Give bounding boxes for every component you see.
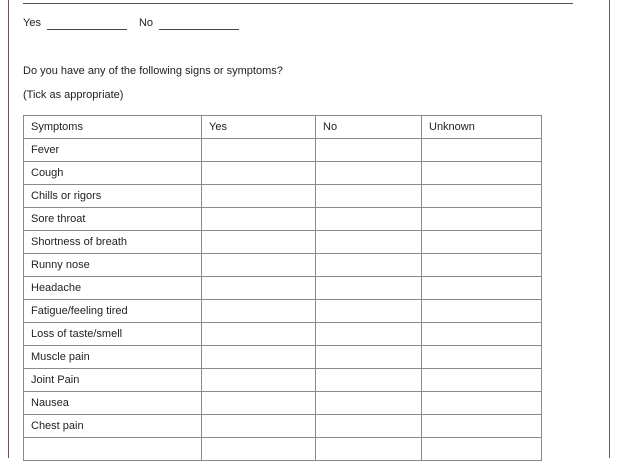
yes-tick-cell[interactable] bbox=[202, 208, 316, 231]
symptom-label: Chest pain bbox=[24, 415, 202, 438]
unknown-tick-cell[interactable] bbox=[422, 346, 542, 369]
yes-no-answer-row bbox=[23, 16, 239, 30]
no-tick-cell[interactable] bbox=[316, 300, 422, 323]
no-tick-cell[interactable] bbox=[316, 415, 422, 438]
yes-tick-cell[interactable] bbox=[202, 392, 316, 415]
table-row bbox=[24, 300, 542, 323]
yes-tick-cell[interactable] bbox=[202, 162, 316, 185]
yes-label: Yes bbox=[23, 17, 41, 29]
yes-tick-cell[interactable] bbox=[202, 277, 316, 300]
yes-tick-cell[interactable] bbox=[202, 323, 316, 346]
table-header-row bbox=[24, 116, 542, 139]
table-row bbox=[24, 438, 542, 461]
unknown-tick-cell[interactable] bbox=[422, 254, 542, 277]
symptom-label: Nausea bbox=[24, 392, 202, 415]
table-row bbox=[24, 208, 542, 231]
header-yes: Yes bbox=[202, 116, 316, 139]
symptom-label: Sore throat bbox=[24, 208, 202, 231]
yes-tick-cell[interactable] bbox=[202, 438, 316, 461]
unknown-tick-cell[interactable] bbox=[422, 438, 542, 461]
no-tick-cell[interactable] bbox=[316, 369, 422, 392]
table-row bbox=[24, 415, 542, 438]
yes-answer-line[interactable] bbox=[47, 29, 127, 30]
table-row bbox=[24, 369, 542, 392]
table-row bbox=[24, 185, 542, 208]
table-row bbox=[24, 346, 542, 369]
symptom-label bbox=[24, 438, 202, 461]
yes-tick-cell[interactable] bbox=[202, 231, 316, 254]
symptoms-question: Do you have any of the following signs or symptoms? bbox=[23, 65, 283, 77]
no-tick-cell[interactable] bbox=[316, 346, 422, 369]
no-tick-cell[interactable] bbox=[316, 208, 422, 231]
symptom-label: Chills or rigors bbox=[24, 185, 202, 208]
symptom-label: Cough bbox=[24, 162, 202, 185]
symptom-label: Runny nose bbox=[24, 254, 202, 277]
tick-instruction: (Tick as appropriate) bbox=[23, 89, 124, 101]
header-symptoms: Symptoms bbox=[24, 116, 202, 139]
symptom-label: Muscle pain bbox=[24, 346, 202, 369]
unknown-tick-cell[interactable] bbox=[422, 162, 542, 185]
unknown-tick-cell[interactable] bbox=[422, 300, 542, 323]
table-row bbox=[24, 277, 542, 300]
no-tick-cell[interactable] bbox=[316, 277, 422, 300]
no-tick-cell[interactable] bbox=[316, 438, 422, 461]
table-row bbox=[24, 231, 542, 254]
yes-tick-cell[interactable] bbox=[202, 300, 316, 323]
yes-tick-cell[interactable] bbox=[202, 415, 316, 438]
symptom-label: Shortness of breath bbox=[24, 231, 202, 254]
unknown-tick-cell[interactable] bbox=[422, 392, 542, 415]
no-tick-cell[interactable] bbox=[316, 231, 422, 254]
table-row bbox=[24, 254, 542, 277]
unknown-tick-cell[interactable] bbox=[422, 415, 542, 438]
unknown-tick-cell[interactable] bbox=[422, 231, 542, 254]
symptom-label: Fever bbox=[24, 139, 202, 162]
yes-tick-cell[interactable] bbox=[202, 369, 316, 392]
unknown-tick-cell[interactable] bbox=[422, 139, 542, 162]
unknown-tick-cell[interactable] bbox=[422, 277, 542, 300]
unknown-tick-cell[interactable] bbox=[422, 369, 542, 392]
yes-tick-cell[interactable] bbox=[202, 139, 316, 162]
table-row bbox=[24, 139, 542, 162]
table-row bbox=[24, 323, 542, 346]
no-tick-cell[interactable] bbox=[316, 254, 422, 277]
no-answer-line[interactable] bbox=[159, 29, 239, 30]
table-row bbox=[24, 162, 542, 185]
no-tick-cell[interactable] bbox=[316, 392, 422, 415]
top-divider bbox=[23, 3, 573, 4]
no-tick-cell[interactable] bbox=[316, 185, 422, 208]
unknown-tick-cell[interactable] bbox=[422, 208, 542, 231]
header-no: No bbox=[316, 116, 422, 139]
unknown-tick-cell[interactable] bbox=[422, 185, 542, 208]
yes-tick-cell[interactable] bbox=[202, 346, 316, 369]
header-unknown: Unknown bbox=[422, 116, 542, 139]
symptoms-table bbox=[23, 115, 542, 461]
symptom-label: Headache bbox=[24, 277, 202, 300]
table-row bbox=[24, 392, 542, 415]
yes-tick-cell[interactable] bbox=[202, 254, 316, 277]
symptom-label: Loss of taste/smell bbox=[24, 323, 202, 346]
no-tick-cell[interactable] bbox=[316, 139, 422, 162]
yes-tick-cell[interactable] bbox=[202, 185, 316, 208]
symptom-label: Fatigue/feeling tired bbox=[24, 300, 202, 323]
no-tick-cell[interactable] bbox=[316, 323, 422, 346]
unknown-tick-cell[interactable] bbox=[422, 323, 542, 346]
no-tick-cell[interactable] bbox=[316, 162, 422, 185]
symptom-label: Joint Pain bbox=[24, 369, 202, 392]
no-label: No bbox=[138, 17, 154, 29]
